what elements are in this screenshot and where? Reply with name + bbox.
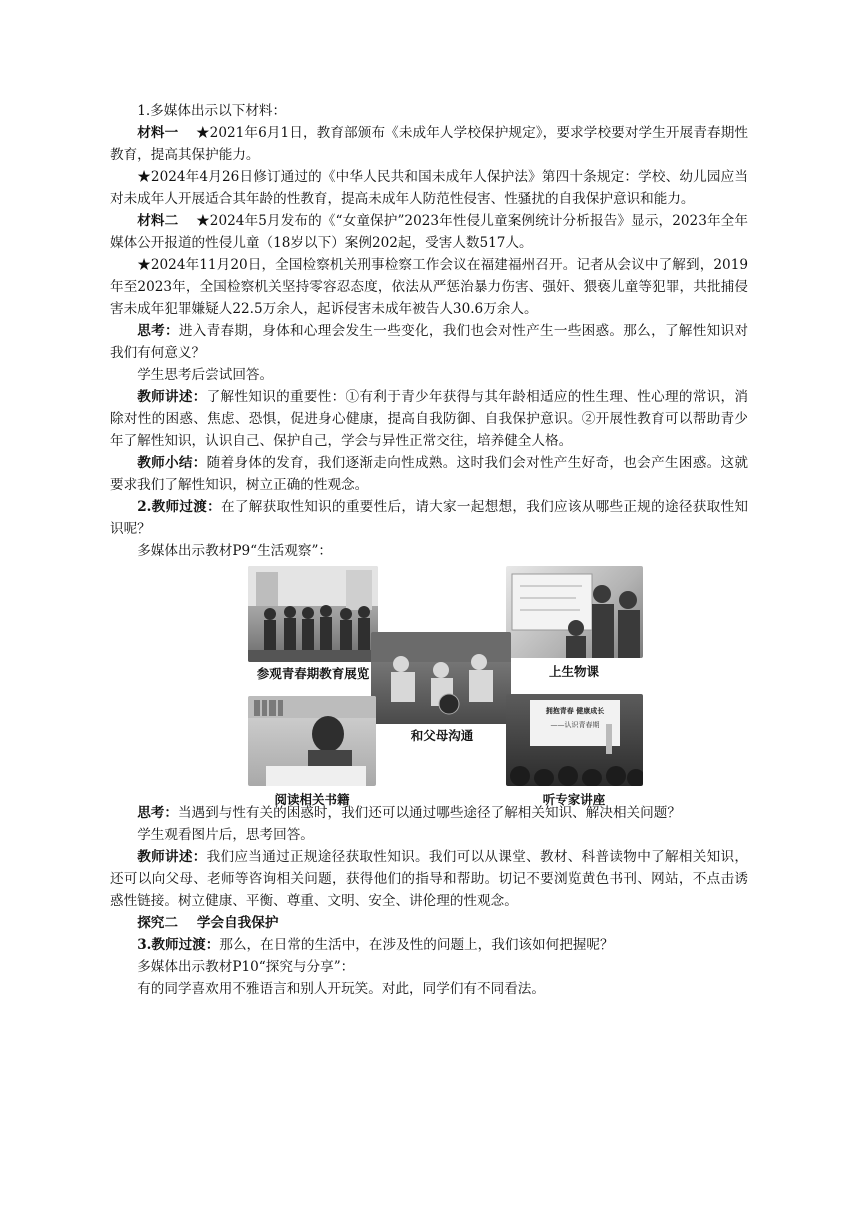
transition-three-text: 那么，在日常的生活中，在涉及性的问题上，我们该如何把握呢？ xyxy=(219,937,614,953)
lecture-screen-subtitle: ——认识青春期 xyxy=(550,721,600,729)
teacher-talk-two xyxy=(110,846,748,912)
think-one xyxy=(110,320,748,364)
document-body xyxy=(110,100,748,1000)
material-one xyxy=(110,122,748,166)
paragraph-intro: 1.多媒体出示以下材料： xyxy=(137,103,287,119)
material-two-label: 材料二 xyxy=(137,213,179,229)
think-two-label: 思考： xyxy=(137,805,178,821)
exhibition-photo xyxy=(248,566,378,662)
reading-photo xyxy=(248,696,376,786)
student-answer-two: 学生观看图片后，思考回答。 xyxy=(137,827,314,843)
think-one-label: 思考： xyxy=(137,323,179,339)
think-one-text: 进入青春期，身体和心理会发生一些变化，我们也会对性产生一些困惑。那么，了解性知识对我们有何意义？ xyxy=(110,323,749,361)
caption-exhibition: 参观青春期教育展览 xyxy=(256,666,370,681)
lecture-screen-title: 拥抱青春 健康成长 xyxy=(545,706,605,715)
transition-three xyxy=(110,934,748,956)
paragraph-last: 有的同学喜欢用不雅语言和别人开玩笑。对此，同学们有不同看法。 xyxy=(137,981,545,997)
teacher-summary xyxy=(110,452,748,496)
material-one-text: ★2021年6月1日，教育部颁布《未成年人学校保护规定》，要求学校要对学生开展青春期性教育，提高其保护能力。 xyxy=(110,125,749,163)
material-two-item-2: ★2024年11月20日，全国检察机关刑事检察工作会议在福建福州召开。记者从会议中了解到，2019年至2023年，全国检察机关坚持零容忍态度，依法从严惩治暴力伤害、强奸、猥亵儿童等犯罪，共批捕侵害未成年犯罪嫌疑人22.5万余人，起诉侵害未成年被告人30.6万余人。 xyxy=(110,257,748,317)
teacher-summary-label: 教师小结： xyxy=(137,455,207,471)
caption-reading: 阅读相关书籍 xyxy=(274,792,350,807)
transition-three-label: 3.教师过渡： xyxy=(137,937,220,953)
transition-two-text: 在了解获取性知识的重要性后，请大家一起想想，我们应该从哪些正规的途径获取性知识呢？ xyxy=(110,499,748,537)
student-answer-one: 学生思考后尝试回答。 xyxy=(137,367,274,383)
parents-photo xyxy=(371,632,511,724)
teacher-talk-one-label: 教师讲述： xyxy=(137,389,207,405)
lecture-photo xyxy=(506,694,643,786)
caption-parents: 和父母沟通 xyxy=(410,728,474,743)
section-heading-explore-two: 探究二 学会自我保护 xyxy=(137,915,279,931)
biology-class-photo xyxy=(506,566,643,658)
teacher-talk-one xyxy=(110,386,748,452)
material-one-label: 材料一 xyxy=(137,125,179,141)
teacher-talk-one-text: 了解性知识的重要性：①有利于青少年获得与其年龄相适应的性生理、性心理的常识，消除对性的困惑、焦虑、恐惧，促进身心健康，提高自我防御、自我保护意识。②开展性教育可以帮助青少年了解性知识，认识自己、保护自己，学会与异性正常交往，培养健全人格。 xyxy=(110,389,749,449)
life-observation-figure xyxy=(110,562,748,807)
think-two-text: 当遇到与性有关的困惑时，我们还可以通过哪些途径了解相关知识、解决相关问题？ xyxy=(177,805,681,821)
media-two: 多媒体出示教材P9“生活观察”： xyxy=(137,543,333,559)
media-three: 多媒体出示教材P10“探究与分享”： xyxy=(137,959,355,975)
teacher-talk-two-text: 我们应当通过正规途径获取性知识。我们可以从课堂、教材、科普读物中了解相关知识，还可以向父母、老师等咨询相关问题，获得他们的指导和帮助。切记不要浏览黄色书刊、网站，不点击诱惑性链接。树立健康、平衡、尊重、文明、安全、讲伦理的性观念。 xyxy=(110,849,749,909)
caption-lecture: 听专家讲座 xyxy=(542,792,606,807)
think-two xyxy=(110,802,748,824)
transition-two-label: 2.教师过渡： xyxy=(137,499,222,515)
caption-biology-class: 上生物课 xyxy=(548,664,599,679)
material-two xyxy=(110,210,748,254)
material-two-text: ★2024年5月发布的《“女童保护”2023年性侵儿童案例统计分析报告》显示，2023年全年媒体公开报道的性侵儿童（18岁以下）案例202起，受害人数517人。 xyxy=(110,213,748,251)
transition-two xyxy=(110,496,748,540)
teacher-summary-text: 随着身体的发育，我们逐渐走向性成熟。这时我们会对性产生好奇，也会产生困惑。这就要求我们了解性知识，树立正确的性观念。 xyxy=(110,455,749,493)
teacher-talk-two-label: 教师讲述： xyxy=(137,849,207,865)
material-one-item-2: ★2024年4月26日修订通过的《中华人民共和国未成年人保护法》第四十条规定：学校、幼儿园应当对未成年人开展适合其年龄的性教育，提高未成年人防范性侵害、性骚扰的自我保护意识和能力。 xyxy=(110,169,748,207)
